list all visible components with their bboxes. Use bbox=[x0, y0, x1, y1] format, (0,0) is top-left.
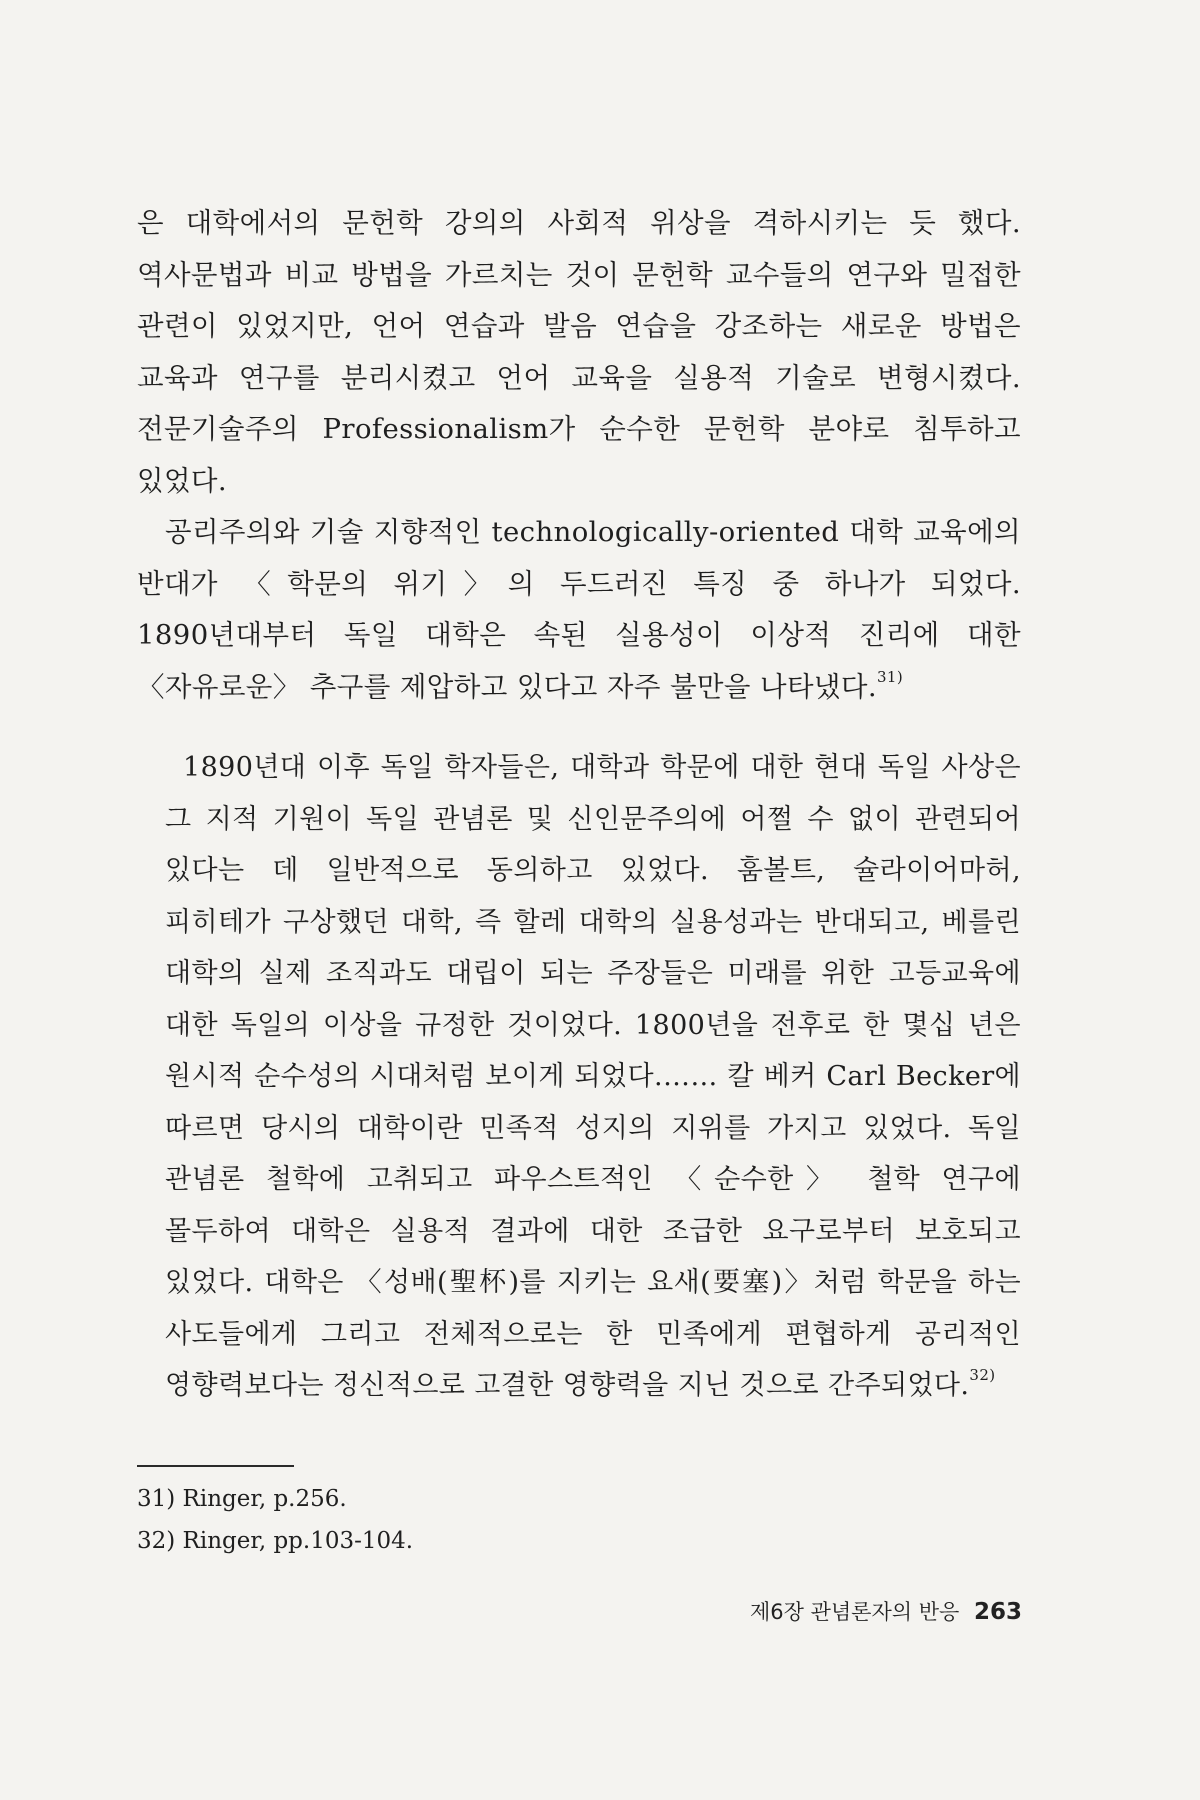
paragraph-2 bbox=[137, 507, 1021, 713]
main-text bbox=[137, 198, 1021, 713]
paragraph-2-text: 공리주의와 기술 지향적인 technologically-oriented 대학 교육에의 반대가 〈학문의 위기〉의 두드러진 특징 중 하나가 되었다. 1890년대부터 독일 대학은 속된 실용성이 이상적 진리에 대한 〈자유로운〉 추구를 제압하고 있다고 자주 불만을 나타냈다. bbox=[137, 516, 1021, 703]
footnote-ref-31: 31) bbox=[876, 667, 904, 686]
footnote-32: 32) Ringer, pp.103-104. bbox=[137, 1528, 414, 1554]
running-footer bbox=[560, 1596, 1022, 1626]
footnote-ref-32: 32) bbox=[969, 1366, 996, 1384]
block-quote-paragraph bbox=[165, 742, 1021, 1412]
footnotes bbox=[137, 1478, 737, 1562]
footnote-31: 31) Ringer, p.256. bbox=[137, 1486, 347, 1512]
block-quote bbox=[165, 742, 1021, 1412]
block-quote-text: 1890년대 이후 독일 학자들은, 대학과 학문에 대한 현대 독일 사상은 그 지적 기원이 독일 관념론 및 신인문주의에 어쩔 수 없이 관련되어 있다는 데 일반적으로 동의하고 있었다. 훔볼트, 슐라이어마허, 피히테가 구상했던 대학, 즉 할레 대학의 실용성과는 반대되고, 베를린 대학의 실제 조직과도 대립이 되는 주장들은 미래를 위한 고등교육에 대한 독일의 이상을 규정한 것이었다. 1800년을 전후로 한 몇십 년은 원시적 순수성의 시대처럼 보이게 되었다.…… 칼 베커 Carl Becker에 따르면 당시의 대학이란 민족적 성지의 지위를 가지고 있었다. 독일 관념론 철학에 고취되고 파우스트적인 〈순수한〉 철학 연구에 몰두하여 대학은 실용적 결과에 대한 조급한 요구로부터 보호되고 있었다. 대학은 〈성배(聖杯)를 지키는 요새(要塞)〉처럼 학문을 하는 사도들에게 그리고 전체적으로는 한 민족에게 편협하게 공리적인 영향력보다는 정신적으로 고결한 영향력을 지닌 것으로 간주되었다. bbox=[165, 752, 1021, 1401]
paragraph-1-text: 은 대학에서의 문헌학 강의의 사회적 위상을 격하시키는 듯 했다. 역사문법과 비교 방법을 가르치는 것이 문헌학 교수들의 연구와 밀접한 관련이 있었지만, 언어 연습과 발음 연습을 강조하는 새로운 방법은 교육과 연구를 분리시켰고 언어 교육을 실용적 기술로 변형시켰다. 전문기술주의 Professionalism가 순수한 문헌학 분야로 침투하고 있었다. bbox=[137, 207, 1021, 497]
footnote-divider bbox=[137, 1465, 294, 1467]
chapter-title: 제6장 관념론자의 반응 bbox=[750, 1600, 960, 1624]
paragraph-1 bbox=[137, 198, 1021, 507]
page-number: 263 bbox=[973, 1599, 1022, 1625]
